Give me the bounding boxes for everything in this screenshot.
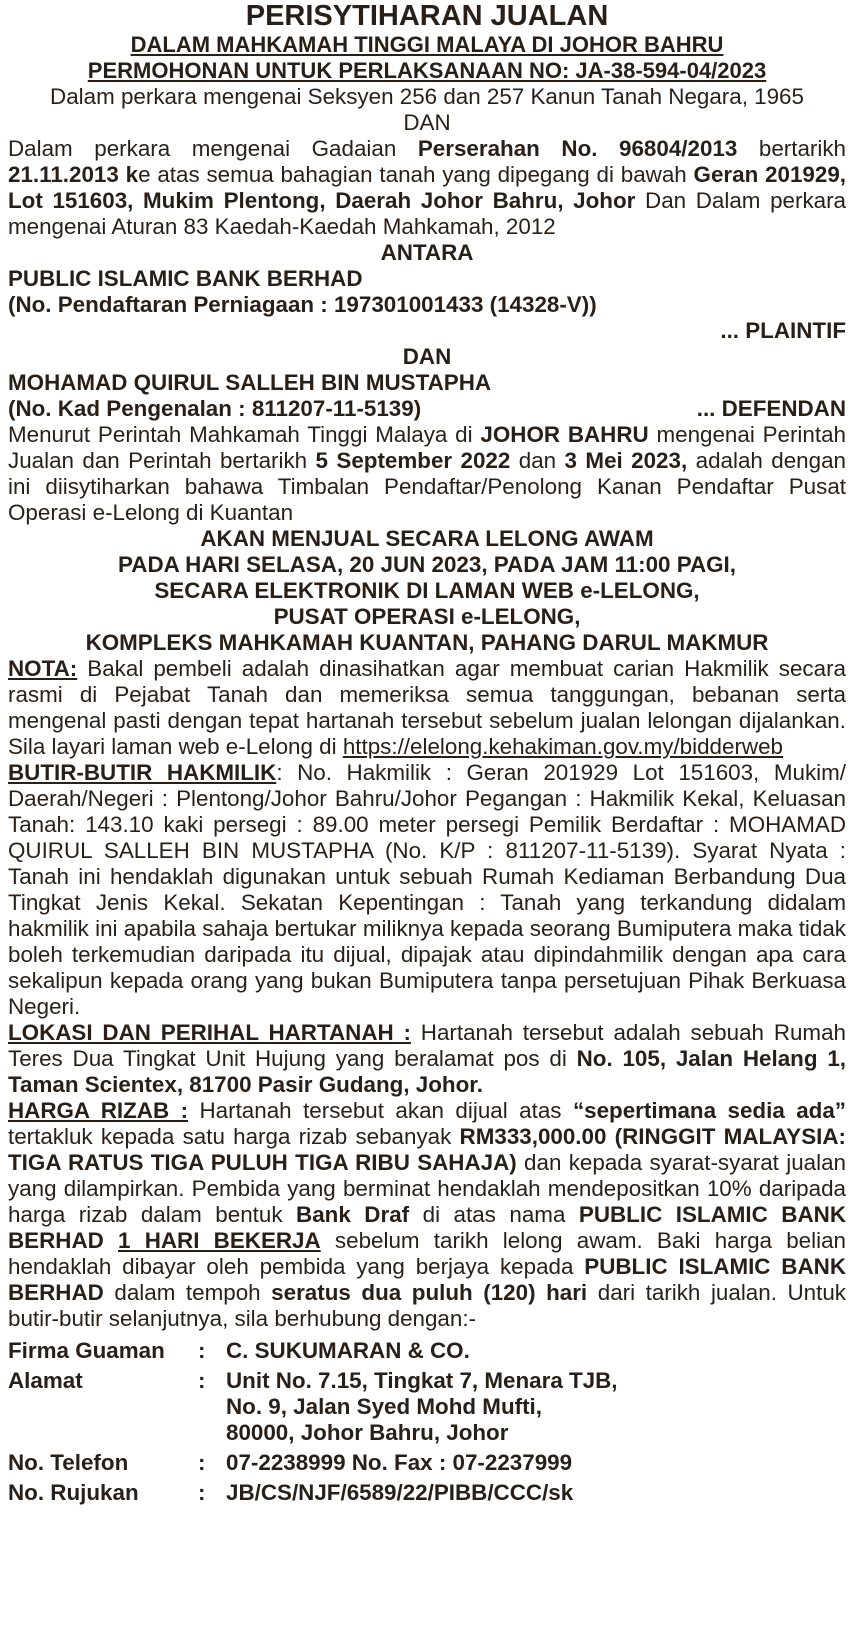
contact-row-address <box>8 1364 846 1446</box>
dan-separator-2: DAN <box>402 344 452 369</box>
text-span <box>104 1228 118 1253</box>
plaintiff-name: PUBLIC ISLAMIC BANK BERHAD <box>8 266 363 291</box>
elelong-link[interactable]: https://elelong.kehakiman.gov.my/bidderweb <box>342 734 783 759</box>
text-span: di atas nama <box>409 1202 579 1227</box>
text-span: Hartanah tersebut akan dijual atas <box>188 1098 573 1123</box>
nota-paragraph <box>8 656 846 760</box>
address-line: 80000, Johor Bahru, Johor <box>226 1420 509 1445</box>
text-span: e atas semua bahagian tanah yang dipegang di bawah <box>138 162 694 187</box>
court-heading: DALAM MAHKAMAH TINGGI MALAYA DI JOHOR BAHRU <box>130 32 724 57</box>
land-title: Geran 201929, Lot 151603, Mukim Plentong, Daerah Johor Bahru, Johor <box>8 162 846 213</box>
text-span: Dalam perkara mengenai Gadaian <box>8 136 418 161</box>
colon: : <box>198 1338 206 1363</box>
text-span: adalah dengan ini diisytiharkan bahawa Timbalan Pendaftar/Penolong Kanan Pendaftar Pusat Operasi e-Lelong di Kuantan <box>8 448 846 525</box>
butir-paragraph <box>8 760 846 1020</box>
bank-name-2: PUBLIC ISLAMIC BANK BERHAD <box>8 1254 846 1305</box>
contact-table <box>8 1338 846 1506</box>
matter-line: Dalam perkara mengenai Seksyen 256 dan 257 Kanun Tanah Negara, 1965 <box>50 84 804 109</box>
auction-line: KOMPLEKS MAHKAMAH KUANTAN, PAHANG DARUL MAKMUR <box>85 630 769 655</box>
order-date-2: 3 Mei 2023, <box>564 448 688 473</box>
text-span: dan kepada syarat-syarat jualan yang dilampirkan. Pembida yang berminat hendaklah mendepositkan 10% daripada harga rizab dalam bentuk <box>8 1150 846 1227</box>
application-heading: PERMOHONAN UNTUK PERLAKSANAAN NO: JA-38-594-04/2023 <box>87 58 767 83</box>
auction-block <box>8 526 846 656</box>
butir-label: BUTIR-BUTIR HAKMILIK <box>8 760 277 785</box>
text-span: bertarikh <box>737 136 846 161</box>
ref-label: No. Rujukan <box>8 1480 139 1505</box>
colon: : <box>198 1480 206 1505</box>
defendant-row <box>8 396 846 422</box>
nota-label: NOTA: <box>8 656 78 681</box>
text-span: Dan Dalam perkara mengenai Aturan 83 Kaedah-Kaedah Mahkamah, 2012 <box>8 188 846 239</box>
auction-line: PUSAT OPERASI e-LELONG, <box>273 604 581 629</box>
auction-line: AKAN MENJUAL SECARA LELONG AWAM <box>200 526 654 551</box>
matter-paragraph <box>8 136 846 240</box>
text-span: Bakal pembeli adalah dinasihatkan agar membuat carian Hakmilik secara rasmi di Pejabat Tanah dan memeriksa semua tanggungan, bebanan serta mengenal pasti dengan tepat hartanah tersebut sebelum jualan lelongan dijalankan. Sila layari laman web e-Lelong di <box>8 656 846 759</box>
charge-date: 21.11.2013 k <box>8 162 139 187</box>
text-span: dalam tempoh <box>103 1280 272 1305</box>
defendant-name: MOHAMAD QUIRUL SALLEH BIN MUSTAPHA <box>8 370 492 395</box>
dan-separator: DAN <box>403 110 451 135</box>
auction-line: SECARA ELEKTRONIK DI LAMAN WEB e-LELONG, <box>154 578 700 603</box>
order-date-1: 5 September 2022 <box>315 448 511 473</box>
text-span: Menurut Perintah Mahkamah Tinggi Malaya di <box>8 422 481 447</box>
text-span: Hartanah tersebut adalah sebuah Rumah Teres Dua Tingkat Unit Hujung yang beralamat pos di <box>8 1020 846 1071</box>
address-label: Alamat <box>8 1368 83 1393</box>
antara-heading: ANTARA <box>380 240 474 265</box>
ref-value: JB/CS/NJF/6589/22/PIBB/CCC/sk <box>226 1480 574 1505</box>
court-location: JOHOR BAHRU <box>480 422 649 447</box>
plaintiff-reg: (No. Pendaftaran Perniagaan : 197301001433 (14328-V)) <box>8 292 597 317</box>
bank-draft: Bank Draf <box>296 1202 410 1227</box>
property-address: No. 105, Jalan Helang 1, Taman Scientex, 81700 Pasir Gudang, Johor. <box>8 1046 846 1097</box>
contact-row-phone <box>8 1446 846 1476</box>
perserahan-no: Perserahan No. 96804/2013 <box>417 136 738 161</box>
harga-label: HARGA RIZAB : <box>8 1098 189 1123</box>
text-span: tertakluk kepada satu harga rizab sebanyak <box>8 1124 460 1149</box>
firm-value: C. SUKUMARAN & CO. <box>226 1338 470 1363</box>
harga-paragraph <box>8 1098 846 1332</box>
auction-line: PADA HARI SELASA, 20 JUN 2023, PADA JAM 11:00 PAGI, <box>118 552 736 577</box>
payment-period: seratus dua puluh (120) hari <box>271 1280 588 1305</box>
phone-label: No. Telefon <box>8 1450 129 1475</box>
page-title: PERISYTIHARAN JUALAN <box>245 0 609 32</box>
contact-row-ref <box>8 1476 846 1506</box>
reserve-price: RM333,000.00 (RINGGIT MALAYSIA: TIGA RATUS TIGA PULUH TIGA RIBU SAHAJA) <box>8 1124 847 1175</box>
colon: : <box>198 1450 206 1475</box>
as-is-term: “sepertimana sedia ada” <box>572 1098 847 1123</box>
text-span: mengenai Perintah Jualan dan Perintah bertarikh <box>8 422 846 473</box>
lokasi-label: LOKASI DAN PERIHAL HARTANAH : <box>8 1020 411 1045</box>
lokasi-paragraph <box>8 1020 846 1098</box>
firm-label: Firma Guaman <box>8 1338 165 1363</box>
order-paragraph <box>8 422 846 526</box>
phone-value: 07-2238999 No. Fax : 07-2237999 <box>226 1450 573 1475</box>
text-span: sebelum tarikh lelong awam. Baki harga belian hendaklah dibayar oleh pembida yang berjaya kepada <box>8 1228 846 1279</box>
colon: : <box>198 1368 206 1393</box>
address-line: Unit No. 7.15, Tingkat 7, Menara TJB, <box>226 1368 618 1393</box>
address-value <box>226 1364 846 1446</box>
text-span: dan <box>510 448 565 473</box>
address-line: No. 9, Jalan Syed Mohd Mufti, <box>226 1394 542 1419</box>
plaintiff-role: ... PLAINTIF <box>720 318 846 343</box>
bank-name: PUBLIC ISLAMIC BANK BERHAD <box>8 1202 846 1253</box>
working-day: 1 HARI BEKERJA <box>118 1228 321 1253</box>
defendant-role: ... DEFENDAN <box>696 396 846 421</box>
contact-row-firm <box>8 1338 846 1364</box>
text-span: dari tarikh jualan. Untuk butir-butir selanjutnya, sila berhubung dengan:- <box>8 1280 846 1331</box>
text-span: : No. Hakmilik : Geran 201929 Lot 151603, Mukim/ Daerah/Negeri : Plentong/Johor Bahru/Johor Pegangan : Hakmilik Kekal, Keluasan Tanah: 143.10 kaki persegi : 89.00 meter persegi Pemilik Berdaftar : MOHAMAD QUIRUL SALLEH BIN MUSTAPHA (No. K/P : 811207-11-5139). Syarat Nyata : Tanah ini hendaklah digunakan untuk sebuah Rumah Kediaman Berbandung Dua Tingkat Jenis Kekal. Sekatan Kepentingan : Tanah yang terkandung didalam hakmilik ini apabila sahaja bertukar miliknya kepada seorang Bumiputera maka tidak boleh terkemudian daripada itu dijual, dipajak atau dipindahmilik dengan apa cara sekalipun kepada orang yang bukan Bumiputera tanpa persetujuan Pihak Berkuasa Negeri. <box>8 760 846 1019</box>
defendant-ic: (No. Kad Pengenalan : 811207-11-5139) <box>8 396 422 421</box>
